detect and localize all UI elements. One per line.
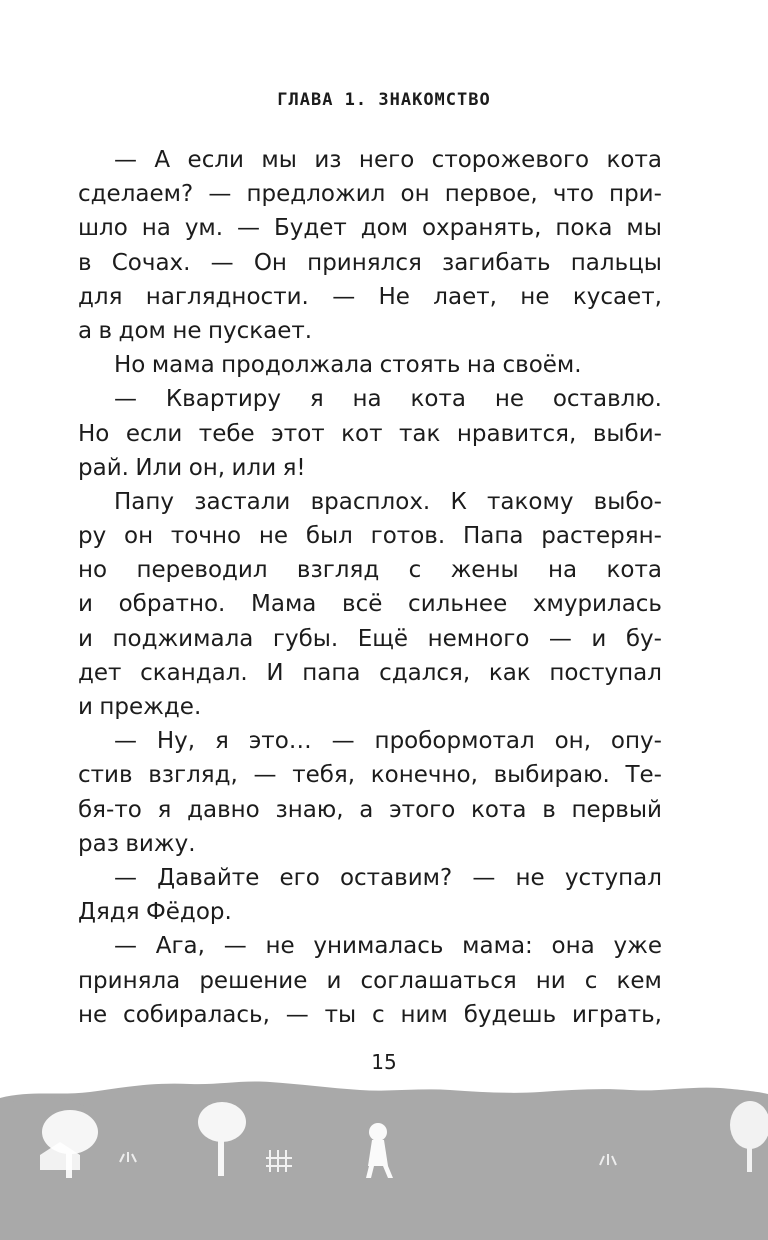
text-line: и обратно. Мама всё сильнее хмурилась — [78, 591, 662, 618]
text-line: сделаем? — предложил он первое, что при- — [78, 181, 662, 208]
text-line: раз вижу. — [78, 830, 196, 857]
text-line: — Квартиру я на кота не оставлю. — [114, 386, 662, 413]
footer-landscape-illustration — [0, 1070, 768, 1240]
text-line: не собиралась, — ты с ним будешь играть, — [78, 1001, 662, 1028]
text-line: — А если мы из него сторожевого кота — [114, 147, 662, 173]
text-line: но переводил взгляд с жены на кота — [78, 557, 662, 584]
text-line: шло на ум. — Будет дом охранять, пока мы — [78, 215, 662, 242]
text-line: Папу застали врасплох. К такому выбо- — [114, 488, 662, 515]
text-line: Дядя Фёдор. — [78, 899, 232, 926]
text-line: приняла решение и соглашаться ни с кем — [78, 967, 662, 994]
text-line: ру он точно не был готов. Папа растерян- — [78, 523, 662, 550]
text-line: а в дом не пускает. — [78, 317, 313, 344]
text-line: в Сочах. — Он принялся загибать пальцы — [78, 249, 662, 276]
text-line: — Ага, — не унималась мама: она уже — [114, 933, 662, 960]
page-number: 15 — [371, 1050, 397, 1074]
text-line: бя-то я давно знаю, а этого кота в первый — [78, 796, 662, 823]
chapter-header: ГЛАВА 1. ЗНАКОМСТВО — [277, 90, 491, 110]
text-line: — Ну, я это… — пробормотал он, опу- — [114, 728, 662, 755]
text-line: — Давайте его оставим? — не уступал — [114, 864, 662, 891]
text-line: стив взгляд, — тебя, конечно, выбираю. Те- — [78, 762, 662, 789]
text-line: Но мама продолжала стоять на своём. — [114, 352, 582, 379]
page-body — [78, 143, 662, 1032]
text-line: дет скандал. И папа сдался, как поступал — [78, 659, 662, 686]
text-line: для наглядности. — Не лает, не кусает, — [78, 283, 662, 310]
text-line: и поджимала губы. Ещё немного — и бу- — [78, 625, 662, 652]
text-line: и прежде. — [78, 694, 202, 720]
text-line: Но если тебе этот кот так нравится, выби- — [78, 420, 662, 447]
text-line: рай. Или он, или я! — [78, 454, 306, 481]
